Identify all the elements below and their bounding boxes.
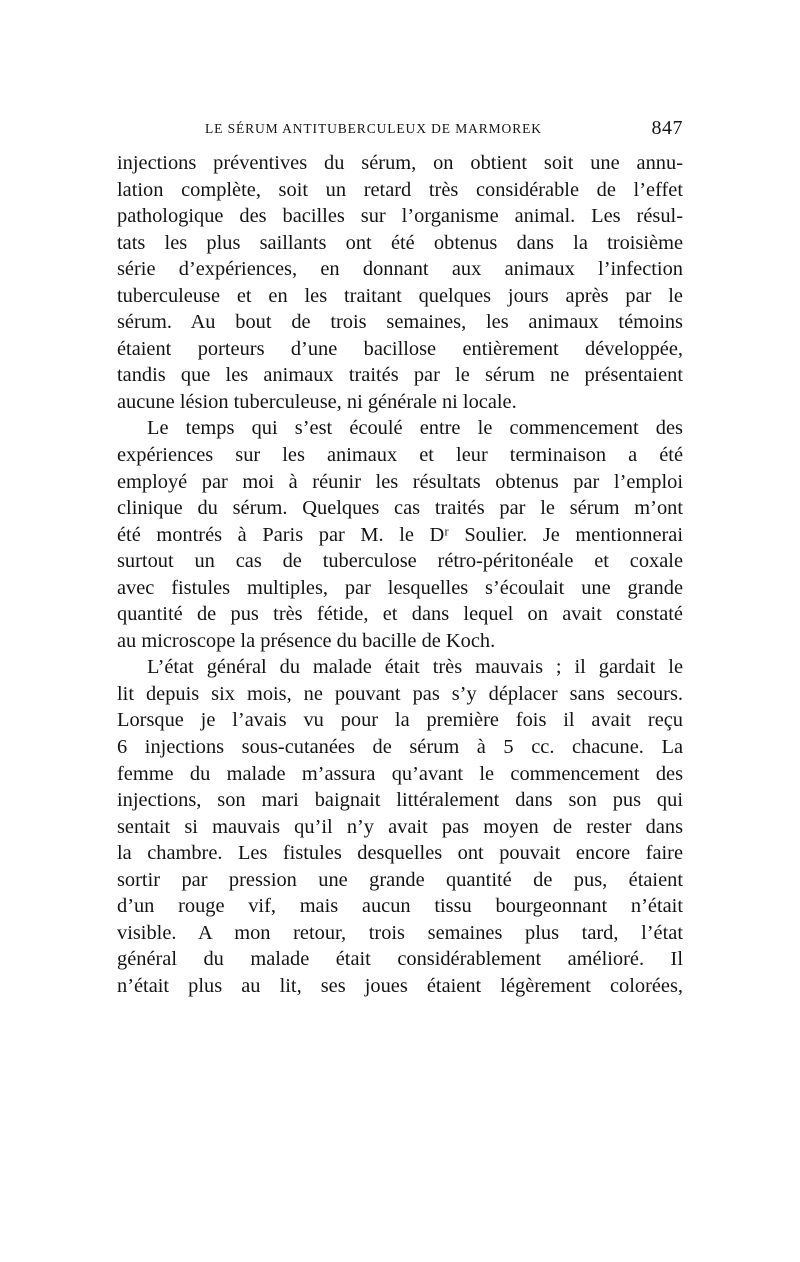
text-line: expériences sur les animaux et leur terminaison a été bbox=[117, 444, 683, 467]
text-line: quantité de pus très fétide, et dans lequel on avait constaté bbox=[117, 603, 683, 626]
text-line: tuberculeuse et en les traitant quelques jours après par le bbox=[117, 284, 683, 307]
text-line: injections, son mari baignait littéralement dans son pus qui bbox=[117, 789, 683, 812]
text-line: visible. A mon retour, trois semaines plus tard, l’état bbox=[117, 921, 683, 944]
text-line: n’était plus au lit, ses joues étaient légèrement colorées, bbox=[117, 974, 683, 997]
text-line: injections préventives du sérum, on obtient soit une annu- bbox=[117, 152, 683, 174]
text-line: tats les plus saillants ont été obtenus dans la troisième bbox=[117, 231, 683, 254]
text-line: lation complète, soit un retard très considérable de l’effet bbox=[117, 178, 683, 201]
text-line: tandis que les animaux traités par le sérum ne présentaient bbox=[117, 364, 683, 387]
text-line: la chambre. Les fistules desquelles ont pouvait encore faire bbox=[117, 842, 683, 865]
text-line: général du malade était considérablement amélioré. Il bbox=[117, 948, 683, 971]
text-line: Le temps qui s’est écoulé entre le commencement des bbox=[147, 417, 683, 440]
text-line: Lorsque je l’avais vu pour la première fois il avait reçu bbox=[117, 709, 683, 732]
text-line: sortir par pression une grande quantité de pus, étaient bbox=[117, 868, 683, 891]
text-line: lit depuis six mois, ne pouvant pas s’y déplacer sans secours. bbox=[117, 682, 683, 705]
text-line: aucune lésion tuberculeuse, ni générale ni locale. bbox=[117, 390, 517, 413]
text-line: avec fistules multiples, par lesquelles s’écoulait une grande bbox=[117, 576, 683, 599]
text-line: pathologique des bacilles sur l’organisme animal. Les résul- bbox=[117, 205, 683, 228]
text-line: surtout un cas de tuberculose rétro-péritonéale et coxale bbox=[117, 550, 683, 573]
text-line: au microscope la présence du bacille de Koch. bbox=[117, 629, 496, 652]
text-line: clinique du sérum. Quelques cas traités par le sérum m’ont bbox=[117, 497, 683, 520]
text-line: sérum. Au bout de trois semaines, les animaux témoins bbox=[117, 311, 683, 334]
running-title: LE SÉRUM ANTITUBERCULEUX DE MARMOREK bbox=[205, 121, 542, 136]
text-line: femme du malade m’assura qu’avant le commencement des bbox=[117, 762, 683, 785]
text-line: d’un rouge vif, mais aucun tissu bourgeonnant n’était bbox=[117, 895, 683, 918]
text-line: employé par moi à réunir les résultats obtenus par l’emploi bbox=[117, 470, 683, 493]
text-line: série d’expériences, en donnant aux animaux l’infection bbox=[117, 258, 683, 281]
paragraph-2 bbox=[117, 415, 683, 654]
body-text bbox=[117, 150, 683, 1000]
text-line: 6 injections sous-cutanées de sérum à 5 cc. chacune. La bbox=[117, 736, 683, 759]
paragraph-1 bbox=[117, 150, 683, 415]
paragraph-3 bbox=[117, 654, 683, 999]
text-line: L’état général du malade était très mauvais ; il gardait le bbox=[147, 656, 683, 679]
text-line: sentait si mauvais qu’il n’y avait pas moyen de rester dans bbox=[117, 815, 683, 838]
page-header bbox=[117, 117, 683, 143]
text-line: étaient porteurs d’une bacillose entièrement développée, bbox=[117, 337, 683, 360]
page-number: 847 bbox=[651, 117, 683, 139]
text-line: été montrés à Paris par M. le Dʳ Soulier. Je mentionnerai bbox=[117, 523, 683, 546]
